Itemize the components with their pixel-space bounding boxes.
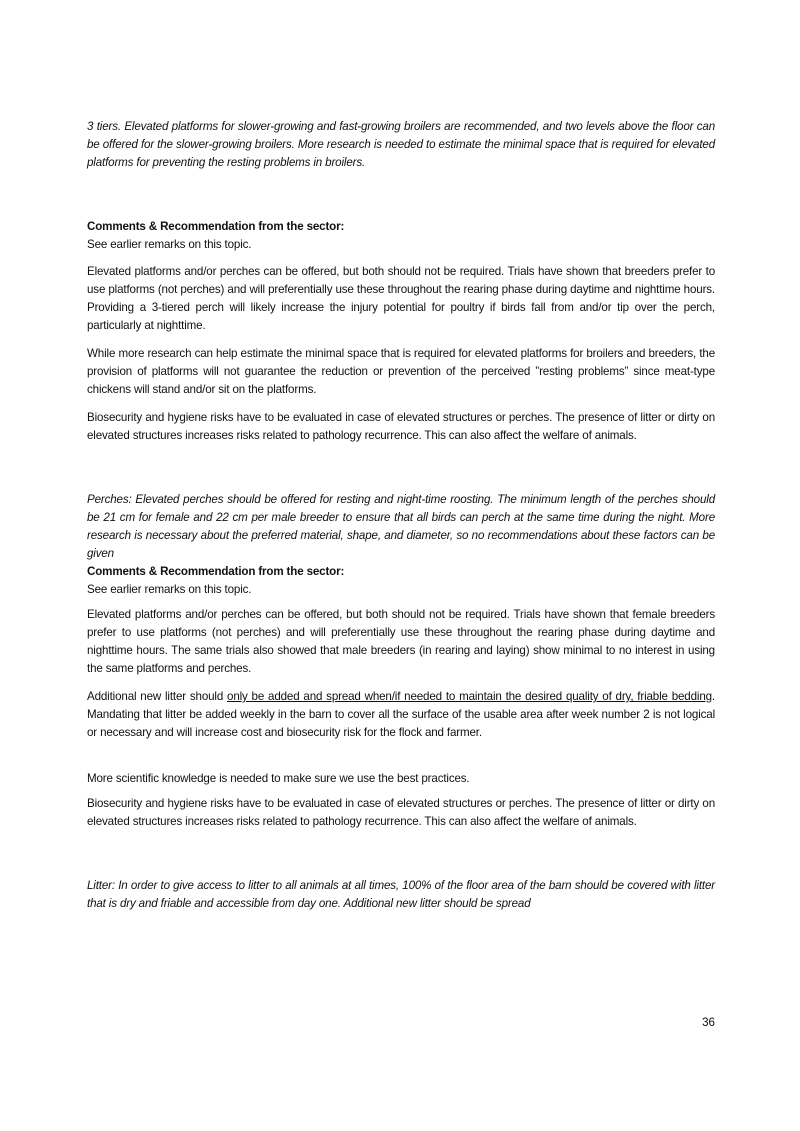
intro-paragraph: 3 tiers. Elevated platforms for slower-growing and fast-growing broilers are recommended, and two levels above the floor can be offered for the slower-growing broilers. More research is needed to estimate the minimal space that is required for elevated platforms for preventing the resting problems in broilers. xyxy=(87,120,715,169)
perches-paragraph: Perches: Elevated perches should be offered for resting and night-time roosting. The minimum length of the perches should be 21 cm for female and 22 cm per male breeder to ensure that all birds can perch at the same time during the night. More research is necessary about the preferred material, shape, and diameter, so no recommendations about these factors can be given xyxy=(87,493,715,560)
paragraph: See earlier remarks on this topic. xyxy=(87,583,252,596)
underlined-text: only be added and spread when/if needed to maintain the desired quality of dry, friable bedding xyxy=(227,690,712,703)
page-number: 36 xyxy=(702,1016,715,1029)
paragraph: Elevated platforms and/or perches can be offered, but both should not be required. Trials have shown that breeders prefer to use platforms (not perches) and will preferentially use these throughout the rearing phase during daytime and nighttime hours. Providing a 3-tiered perch will likely increase the injury potential for poultry if birds fall from and/or tip over the perch, particularly at nighttime. xyxy=(87,265,715,332)
paragraph: See earlier remarks on this topic. xyxy=(87,238,252,251)
paragraph: Elevated platforms and/or perches can be offered, but both should not be required. Trials have shown that female breeders prefer to use platforms (not perches) and will preferentially use these throughout the rearing phase during daytime and nighttime hours. The same trials also showed that male breeders (in rearing and laying) show minimal to no interest in using the same platforms and perches. xyxy=(87,608,715,675)
section-heading: Comments & Recommendation from the sector: xyxy=(87,220,345,233)
paragraph: More scientific knowledge is needed to make sure we use the best practices. xyxy=(87,772,470,785)
text: Additional new litter should xyxy=(87,690,228,703)
paragraph: While more research can help estimate the minimal space that is required for elevated platforms for broilers and breeders, the provision of platforms will not guarantee the reduction or prevention of the perceived ”resting problems” since meat-type chickens will stand and/or sit on the platforms. xyxy=(87,347,715,396)
litter-paragraph: Litter: In order to give access to litter to all animals at all times, 100% of the floor area of the barn should be covered with litter that is dry and friable and accessible from day one. Additional new litter should be spread xyxy=(87,879,715,910)
paragraph: Biosecurity and hygiene risks have to be evaluated in case of elevated structures or perches. The presence of litter or dirty on elevated structures increases risks related to pathology recurrence. This can also affect the welfare of animals. xyxy=(87,797,715,828)
paragraph: Biosecurity and hygiene risks have to be evaluated in case of elevated structures or perches. The presence of litter or dirty on elevated structures increases risks related to pathology recurrence. This can also affect the welfare of animals. xyxy=(87,411,715,442)
section-heading: Comments & Recommendation from the sector: xyxy=(87,565,345,578)
text: . Mandating that litter be added weekly in the barn to cover all the surface of the usable area after week number 2 is not logical or necessary and will increase cost and biosecurity risk for the flock and farmer. xyxy=(87,690,715,739)
paragraph xyxy=(87,688,715,742)
